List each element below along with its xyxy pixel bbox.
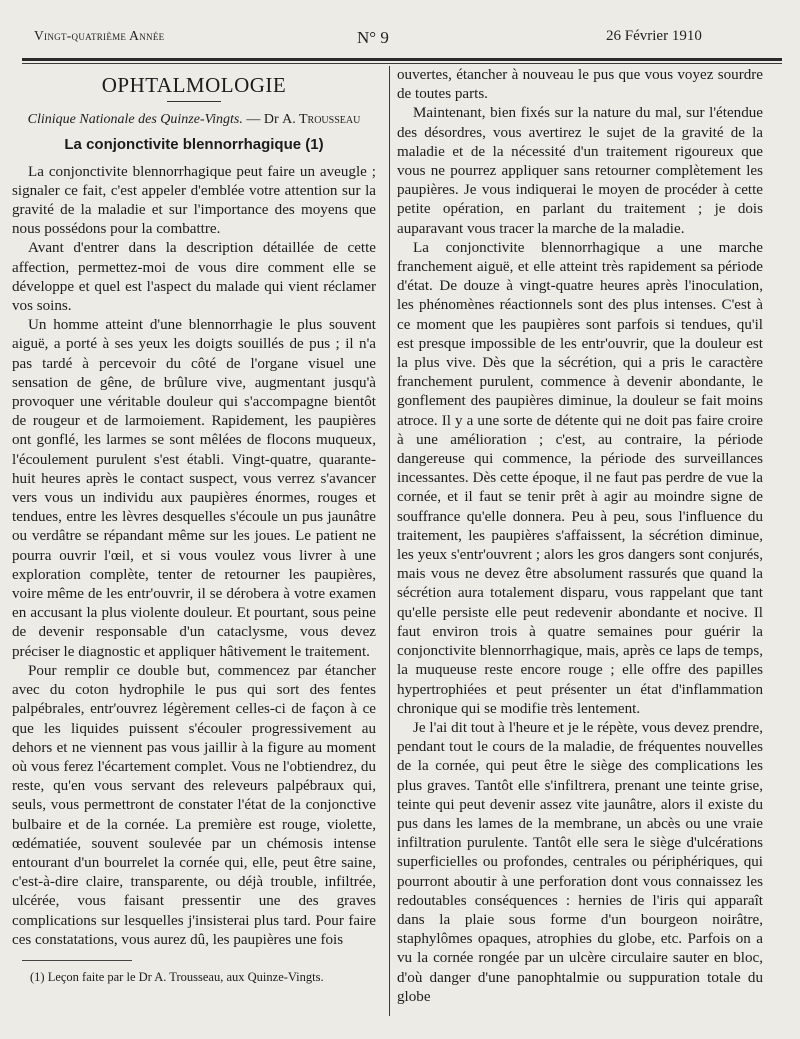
header-rule-thick bbox=[22, 58, 782, 61]
volume-year: Vingt-quatrième Année bbox=[34, 28, 165, 43]
paragraph: Avant d'entrer dans la description détaillée de cette affection, permettez-moi de vous dire comment elle se développe et quel est l'aspect du malade qui vient réclamer vos soins. bbox=[12, 240, 376, 315]
paragraph: ouvertes, étancher à nouveau le pus que vous voyez sourdre de toutes parts. bbox=[397, 67, 763, 103]
column-separator bbox=[389, 66, 390, 1016]
issue-date: 26 Février 1910 bbox=[606, 28, 702, 44]
title-rule bbox=[167, 101, 221, 102]
article-title: La conjonctivite blennorrhagique (1) bbox=[64, 136, 324, 154]
paragraph: Pour remplir ce double but, commencez par étancher avec du coton hydrophile le pus qui sort des fentes palpébrales, entr'ouvrez légèrement celles-ci de façon à ce que les liquides puissent s'écouler progressivement au dehors et ne viennent pas vous jaillir à la figure au moment où vous ferez l'écartement complet. Vous ne l'obtiendrez, du reste, qu'en vous servant des releveurs palpébraux qui, seuls, vous permettront de constater l'état de la conjonctive bulbaire et de la cornée. La première est rouge, violette, œdématiée, souvent soulevée par un chémosis intense entourant d'un bourrelet la cornée qui, elle, peut être saine, c'est-à-dire claire, transparente, ou déjà trouble, infiltrée, ulcérée, vous faisant pressentir une des graves complications sur lesquelles j'insisterai plus tard. Pour faire ces constatations, vous aurez dû, les paupières une fois bbox=[12, 662, 376, 948]
section-title: OPHTALMOLOGIE bbox=[101, 73, 287, 97]
paragraph: La conjonctivite blennorrhagique a une marche franchement aiguë, et elle atteint très rapidement sa période d'état. De douze à vingt-quatre heures après l'inoculation, les phénomènes réactionnels sont des plus intenses. C'est à ce moment que les paupières sont parfois si tendues, qu'il est presque impossible de les entr'ouvrir, que la douleur est la plus vive. Dès que la sécrétion, qui a pris le caractère franchement purulent, commence à devenir abondante, le gonflement des paupières diminue, la douleur se fait moins atroce. Il y a une sorte de détente qui ne doit pas faire croire à une amélioration ; c'est, au contraire, la période dangereuse qui commence, la période des surveillances incessantes. Dès cette époque, il ne faut pas perdre de vue la cornée, et il faut se tenir prêt à agir au moindre signe de souffrance qu'elle donnera. Peu à peu, sous l'influence du traitement, les paupières s'affaissent, la sécrétion diminue, les yeux s'entr'ouvrent ; alors les gros dangers sont conjurés, mais vous ne devez être absolument rassurés que quand la sécrétion aura totalement disparu, vous rappelant que tant qu'elle persiste elle peut redevenir abondante et nocive. Il faut environ trois à quatre semaines pour guérir la conjonctivite blennorrhagique, mais, après ce laps de temps, la muqueuse reste encore rouge ; elle offre des papilles hypertrophiées et peut présenter un état d'inflammation chronique qui se modifie très lentement. bbox=[397, 239, 763, 717]
author-name: A. Trousseau bbox=[282, 112, 361, 128]
footnote: (1) Leçon faite par le Dr A. Trousseau, aux Quinze-Vingts. bbox=[30, 970, 324, 984]
paragraph: La conjonctivite blennorrhagique peut faire un aveugle ; signaler ce fait, c'est appeler d'emblée votre attention sur la gravité de la maladie et sur l'importance des moyens que nous possédons pour la combattre. bbox=[12, 163, 376, 238]
clinic-name: Clinique Nationale des Quinze-Vingts. bbox=[27, 112, 243, 128]
paragraph: Je l'ai dit tout à l'heure et je le répète, vous devez prendre, pendant tout le cours de la maladie, de fréquentes nouvelles de la cornée, qui peut être le siège des complications les plus graves. Tantôt elle s'infiltrera, prenant une teinte grise, teinte qui peut devenir assez vite jaunâtre, alors il existe du pus dans les lames de la membrane, un abcès ou une vraie infiltration purulente. Tantôt elle sera le siège d'ulcérations superficielles ou profondes, centrales ou périphériques, qui pourront aboutir à une perforation dont vous connaissez les redoutables conséquences : hernies de l'iris qui apparaît dans la plaie sous forme d'un bourgeon noirâtre, staphylômes opaques, atrophies du globe, etc. Parfois on a vu la cornée rongée par un ulcère circulaire sauter en bloc, d'où danger d'une panophtalmie ou suppuration totale du globe bbox=[397, 719, 763, 1005]
author-prefix: — Dr bbox=[242, 112, 283, 128]
paragraph: Un homme atteint d'une blennorrhagie le plus souvent aiguë, a porté à ses yeux les doigts souillés de pus ; il n'a pas tardé à percevoir du côté de l'organe visuel une sensation de gêne, de brûlure vive, augmentant jusqu'à provoquer une véritable douleur qui s'accompagne bientôt de rougeur et de larmoiement. Rapidement, les paupières ont gonflé, les larmes se sont mêlées de flocons muqueux, l'écoulement purulent s'est établi. Vingt-quatre, quarante-huit heures après le contact suspect, vous verrez s'avancer vers vous un individu aux paupières énormes, rouges et tendues, entre les lèvres desquelles s'écoule un pus jaunâtre ou verdâtre se répandant même sur les joues. Le patient ne pourra ouvrir l'œil, et si vous voulez vous livrer à une exploration complète, tenter de retourner les paupières, voire même de les entr'ouvrir, il se dérobera à votre examen en accusant la plus violente douleur. Et pourtant, sous peine de devenir responsable d'un cataclysme, vous devez préciser le diagnostic et appliquer hâtivement le traitement. bbox=[12, 317, 376, 660]
issue-number: N° 9 bbox=[357, 28, 389, 47]
footnote-rule bbox=[22, 960, 132, 961]
right-column bbox=[397, 66, 763, 1007]
article-source bbox=[12, 110, 376, 129]
paragraph: Maintenant, bien fixés sur la nature du mal, sur l'étendue des désordres, vous avertirez le sujet de la gravité de la maladie et de la nécessité d'un traitement rigoureux que vous ne pourrez appliquer sans retourner complètement les paupières. Je vous indiquerai le moyen de procéder à cette petite opération, en parlant du traitement ; je dois auparavant vous tracer la marche de la maladie. bbox=[397, 105, 763, 237]
left-column bbox=[12, 66, 376, 950]
header-rule-thin bbox=[22, 63, 782, 64]
